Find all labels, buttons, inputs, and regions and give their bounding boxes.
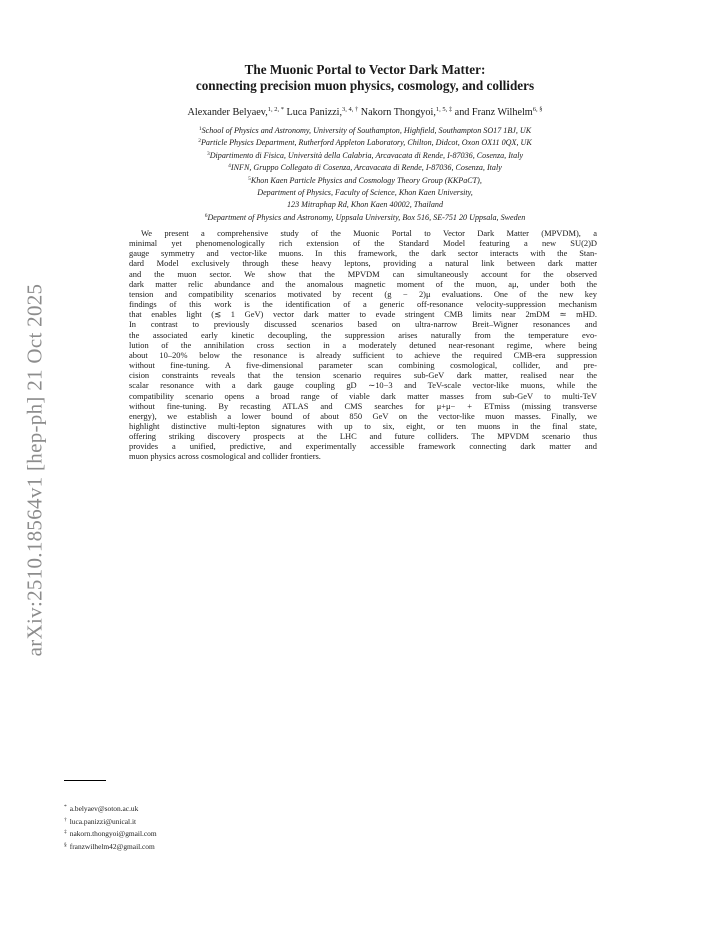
affiliation: 123 Mitraphap Rd, Khon Kaen 40002, Thailand	[286, 200, 444, 210]
affiliation: $^5$Khon Kaen Particle Physics and Cosmology Theory Group (KKPaCT),	[248, 175, 482, 185]
abstract-line: cision constraints reveals that the tension scenario requires sub-GeV dark matter, realised near the	[129, 370, 597, 381]
abstract-line: the associated early kinetic decoupling, the suppression arises naturally from the temperature evo-	[129, 329, 597, 340]
abstract-line: provides a unified, predictive, and experimentally accessible framework connecting dark matter and	[129, 441, 597, 452]
abstract-line: tension and compatibility scenarios motivated by recent (g − 2)μ evaluations. One of the new key	[129, 288, 597, 299]
email-link[interactable]: a.belyaev@soton.ac.uk	[69, 804, 139, 813]
author-2: Luca Panizzi,$^{3, 4, \dagger}$	[286, 106, 359, 118]
abstract-line: highlight distinctive multi-lepton signatures with up to six, eight, or ten muons in the final state,	[129, 420, 597, 431]
affiliations	[100, 124, 630, 223]
abstract-line: without fine-tuning. By recasting ATLAS and CMS searches for μ+μ− + ETmiss (missing transverse	[129, 400, 597, 411]
abstract-line: In contrast to previously discussed scenarios based on ultra-narrow Breit–Wigner resonances and	[129, 319, 597, 330]
arxiv-sidebar-stamp	[12, 260, 58, 680]
affiliation: $^3$Dipartimento di Fisica, Università della Calabria, Arcavacata di Rende, I-87036, Cosenza, Italy	[206, 150, 524, 160]
footnote: † luca.panizzi@unical.it	[64, 816, 137, 826]
affiliation: $^6$Department of Physics and Astronomy, Uppsala University, Box 516, SE-751 20 Uppsala, Sweden	[204, 212, 526, 222]
email-link[interactable]: nakorn.thongyoi@gmail.com	[69, 829, 157, 839]
affiliation: $^2$Particle Physics Department, Rutherford Appleton Laboratory, Chilton, Didcot, Oxon OX11 0QX, UK	[198, 138, 532, 148]
affiliation: Department of Physics, Faculty of Science, Khon Kaen University,	[257, 188, 473, 198]
title-line-2: connecting precision muon physics, cosmology, and colliders	[195, 78, 535, 93]
affiliation: $^4$INFN, Gruppo Collegato di Cosenza, Arcavacata di Rende, I-87036, Cosenza, Italy	[228, 163, 502, 173]
abstract-line: minimal yet phenomenologically rich extension of the Standard Model featuring a new SU(2)D	[129, 238, 597, 249]
abstract	[129, 228, 597, 462]
abstract-line: scalar resonance with a dark gauge coupling gD ∼10−3 and TeV-scale vector-like muons, while the	[129, 380, 597, 391]
abstract-line: muon physics across cosmological and collider frontiers.	[129, 451, 321, 462]
affiliation: $^1$School of Physics and Astronomy, University of Southampton, Highfield, Southampton SO17 1BJ, UK	[198, 126, 532, 135]
abstract-line: findings of this work is the identification of a generic off-resonance velocity-suppression mechanism	[129, 299, 597, 310]
author-4: and Franz Wilhelm$^{6, \S}$	[454, 106, 543, 118]
footnote: ‡ nakorn.thongyoi@gmail.com	[64, 829, 157, 839]
author-list	[100, 106, 630, 118]
email-link[interactable]: franzwilhelm42@gmail.com	[69, 841, 155, 851]
footnote: § franzwilhelm42@gmail.com	[64, 841, 155, 851]
abstract-line: compatibility scenario opens a broad range of viable dark matter masses from sub-GeV to multi-TeV	[129, 390, 597, 401]
abstract-line: offering striking discovery prospects at the LHC and future colliders. The MPVDM scenario thus	[129, 431, 597, 442]
paper-title	[100, 62, 630, 94]
footnote-rule	[64, 780, 106, 781]
abstract-line: about 10–20% below the resonance is already sufficient to achieve the required CMB-era suppression	[129, 349, 597, 360]
author-1: Alexander Belyaev,$^{1, 2, *}$	[187, 106, 284, 118]
abstract-line: gauge symmetry and vector-like muons. In this framework, the dark sector interacts with the Stan-	[129, 248, 597, 259]
abstract-line: without fine-tuning. A five-dimensional parameter scan combining cosmological, collider, and pre-	[129, 360, 597, 371]
abstract-line: dark matter relic abundance and the anomalous magnetic moment of the muon, aμ, under both the	[129, 278, 597, 289]
abstract-line: dard Model exclusively through these heavy leptons, providing a natural link between dark matter	[129, 258, 597, 269]
abstract-line: and the muon sector. We show that the MPVDM can simultaneously account for the observed	[129, 268, 597, 279]
title-line-1: The Muonic Portal to Vector Dark Matter:	[244, 62, 486, 77]
author-3: Nakorn Thongyoi,$^{1, 5, \ddagger}$	[360, 106, 453, 118]
email-link[interactable]: luca.panizzi@unical.it	[69, 816, 137, 826]
footnote: * a.belyaev@soton.ac.uk	[64, 804, 139, 813]
abstract-line: that enables light (≲ 1 GeV) vector dark matter to evade stringent CMB limits near 2mDM ≃ mHD.	[129, 309, 597, 320]
abstract-line: energy), we establish a lower bound of about 850 GeV on the vector-like muon masses. Finally, we	[129, 410, 597, 421]
footnotes	[64, 802, 157, 852]
abstract-line: We present a comprehensive study of the Muonic Portal to Vector Dark Matter (MPVDM), a	[141, 228, 597, 238]
abstract-line: lution of the annihilation cross section in a moderately detuned near-resonant regime, where being	[129, 339, 597, 350]
arxiv-id: arXiv:2510.18564v1 [hep-ph] 21 Oct 2025	[22, 283, 47, 657]
